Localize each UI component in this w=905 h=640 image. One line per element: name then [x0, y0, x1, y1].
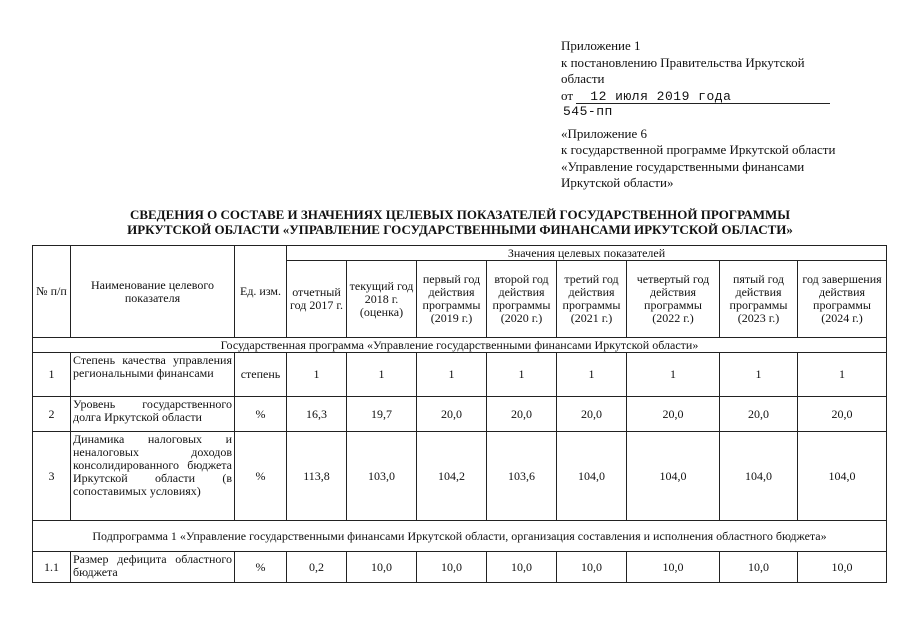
- header-name: Наименование целевого показателя: [71, 246, 235, 338]
- date-value: 12 июля 2019 года: [576, 90, 830, 104]
- row-value: 20,0: [417, 397, 487, 432]
- row-name: Размер дефицита областного бюджета: [71, 552, 235, 583]
- row-value: 104,0: [798, 432, 887, 521]
- row-value: 20,0: [720, 397, 798, 432]
- header-year-2023: пятый год действия программы (2023 г.): [720, 261, 798, 338]
- row-unit: %: [235, 432, 287, 521]
- row-value: 20,0: [627, 397, 720, 432]
- row-value: 10,0: [417, 552, 487, 583]
- row-num: 2: [33, 397, 71, 432]
- section-row-program: [33, 338, 887, 353]
- row-value: 10,0: [720, 552, 798, 583]
- row-value: 113,8: [287, 432, 347, 521]
- header-year-2021: третий год действия программы (2021 г.): [557, 261, 627, 338]
- appendix-line-3: области: [561, 71, 605, 86]
- row-value: 10,0: [627, 552, 720, 583]
- row-value: 1: [798, 353, 887, 397]
- date-prefix: от: [561, 87, 574, 103]
- row-num: 3: [33, 432, 71, 521]
- row-value: 10,0: [487, 552, 557, 583]
- row-value: 16,3: [287, 397, 347, 432]
- row-value: 1: [627, 353, 720, 397]
- row-unit: %: [235, 397, 287, 432]
- row-value: 0,2: [287, 552, 347, 583]
- appendix-line-6: «Приложение 6: [561, 125, 648, 141]
- appendix-date-line: [561, 88, 891, 105]
- header-unit: Ед. изм.: [235, 246, 287, 338]
- document-title: [60, 207, 860, 237]
- table-row: [33, 353, 887, 397]
- appendix-line-2: к постановлению Правительства Иркутской: [561, 54, 805, 70]
- row-value: 1: [287, 353, 347, 397]
- row-name: Степень качества управления региональными финансами: [71, 353, 235, 397]
- row-value: 1: [347, 353, 417, 397]
- row-value: 20,0: [798, 397, 887, 432]
- row-value: 103,6: [487, 432, 557, 521]
- appendix-block: [561, 38, 891, 192]
- row-name: Динамика налоговых и неналоговых доходов консолидированного бюджета Иркутской области (в сопоставимых условиях): [71, 432, 235, 521]
- table-row: [33, 552, 887, 583]
- header-year-2024: год завершения действия программы (2024 г.): [798, 261, 887, 338]
- header-row-1: [33, 246, 887, 261]
- row-value: 103,0: [347, 432, 417, 521]
- section-subprogram-title: Подпрограмма 1 «Управление государственными финансами Иркутской области, организация составления и исполнения областного бюджета»: [33, 521, 887, 552]
- indicators-table: [32, 245, 887, 583]
- section-program-title: Государственная программа «Управление государственными финансами Иркутской области»: [33, 338, 887, 353]
- row-unit: %: [235, 552, 287, 583]
- title-line-1: СВЕДЕНИЯ О СОСТАВЕ И ЗНАЧЕНИЯХ ЦЕЛЕВЫХ ПОКАЗАТЕЛЕЙ ГОСУДАРСТВЕННОЙ ПРОГРАММЫ: [129, 207, 791, 222]
- row-value: 104,2: [417, 432, 487, 521]
- header-num: № п/п: [33, 246, 71, 338]
- header-values-group: Значения целевых показателей: [287, 246, 887, 261]
- title-line-2: ИРКУТСКОЙ ОБЛАСТИ «УПРАВЛЕНИЕ ГОСУДАРСТВЕННЫМИ ФИНАНСАМИ ИРКУТСКОЙ ОБЛАСТИ»: [127, 222, 793, 237]
- header-year-2020: второй год действия программы (2020 г.): [487, 261, 557, 338]
- row-value: 10,0: [557, 552, 627, 583]
- header-year-2019: первый год действия программы (2019 г.): [417, 261, 487, 338]
- header-year-2018: текущий год 2018 г. (оценка): [347, 261, 417, 338]
- row-num: 1.1: [33, 552, 71, 583]
- appendix-line-9: Иркутской области»: [561, 175, 674, 190]
- row-value: 1: [557, 353, 627, 397]
- row-value: 104,0: [720, 432, 798, 521]
- appendix-line-7: к государственной программе Иркутской области: [561, 142, 836, 157]
- row-value: 104,0: [557, 432, 627, 521]
- row-unit: степень: [235, 353, 287, 397]
- table-row: [33, 432, 887, 521]
- row-value: 19,7: [347, 397, 417, 432]
- row-value: 104,0: [627, 432, 720, 521]
- row-value: 20,0: [487, 397, 557, 432]
- appendix-line-1: Приложение 1: [561, 38, 641, 53]
- row-name: Уровень государственного долга Иркутской области: [71, 397, 235, 432]
- row-num: 1: [33, 353, 71, 397]
- row-value: 1: [720, 353, 798, 397]
- row-value: 10,0: [798, 552, 887, 583]
- section-row-subprogram: [33, 521, 887, 552]
- row-value: 10,0: [347, 552, 417, 583]
- resolution-number: 545-пп: [563, 104, 613, 119]
- appendix-line-8: «Управление государственными финансами: [561, 158, 805, 174]
- row-value: 1: [417, 353, 487, 397]
- header-year-2022: четвертый год действия программы (2022 г.): [627, 261, 720, 338]
- table-row: [33, 397, 887, 432]
- row-value: 20,0: [557, 397, 627, 432]
- row-value: 1: [487, 353, 557, 397]
- header-year-2017: отчетный год 2017 г.: [287, 261, 347, 338]
